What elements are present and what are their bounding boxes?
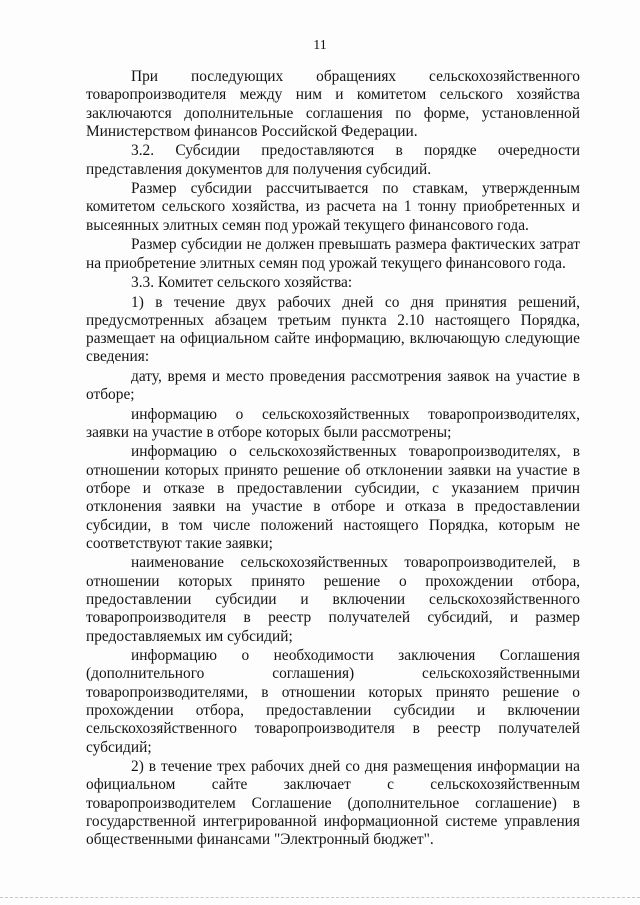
paragraph-item-2: 2) в течение трех рабочих дней со дня размещения информации на официальном сайте заключает с сельскохозяйственным товаропроизводителем Соглашение (дополнительное соглашение) в государственной интегрированной информационной системе управления общественными финансами "Электронный бюджет". [86, 758, 580, 849]
paragraph-selected-producers: наименование сельскохозяйственных товаропроизводителей, в отношении которых принято решение о прохождении отбора, предоставлении субсидии и включении сельскохозяйственного товаропроизводителя в реестр получателей субсидий, и размер предоставляемых им субсидий; [86, 554, 580, 645]
paragraph-item-1: 1) в течение двух рабочих дней со дня принятия решений, предусмотренных абзацем третьим пункта 2.10 настоящего Порядка, размещает на официальном сайте информацию, включающую следующие сведения: [86, 293, 580, 366]
paragraph-3-2: 3.2. Субсидии предоставляются в порядке очередности представления документов для получения субсидий. [86, 142, 580, 178]
paragraph-subsidy-rate: Размер субсидии рассчитывается по ставкам, утвержденным комитетом сельского хозяйства, из расчета на 1 тонну приобретенных и высеянных элитных семян под урожай текущего финансового года. [86, 180, 580, 234]
paragraph-subsidy-limit: Размер субсидии не должен превышать размера фактических затрат на приобретение элитных семян под урожай текущего финансового года. [86, 236, 580, 272]
paragraph-additional-agreements: При последующих обращениях сельскохозяйственного товаропроизводителя между ним и комитетом сельского хозяйства заключаются дополнительные соглашения по форме, установленной Министерством финансов Российской Федерации. [86, 68, 580, 140]
paragraph-3-3: 3.3. Комитет сельского хозяйства: [131, 274, 353, 292]
page-number: 11 [313, 38, 327, 53]
paragraph-reviewed-applications: информацию о сельскохозяйственных товаропроизводителях, заявки на участие в отборе которых были рассмотрены; [86, 405, 580, 441]
scan-edge-line [0, 897, 640, 899]
paragraph-rejected-applications: информацию о сельскохозяйственных товаропроизводителях, в отношении которых принято решение об отклонении заявки на участие в отборе и отказе в предоставлении субсидии, с указанием причин отклонения заявки на участие в отборе и отказа в предоставлении субсидии, в том числе положений настоящего Порядка, которым не соответствуют такие заявки; [86, 443, 580, 552]
document-body [86, 68, 580, 851]
paragraph-date-time-place: дату, время и место проведения рассмотрения заявок на участие в отборе; [86, 367, 580, 404]
paragraph-agreement-necessity: информацию о необходимости заключения Соглашения (дополнительного соглашения) сельскохозяйственными товаропроизводителями, в отношении которых принято решение о прохождении отбора, предоставлении субсидии и включении сельскохозяйственного товаропроизводителя в реестр получателей субсидий; [86, 647, 580, 756]
